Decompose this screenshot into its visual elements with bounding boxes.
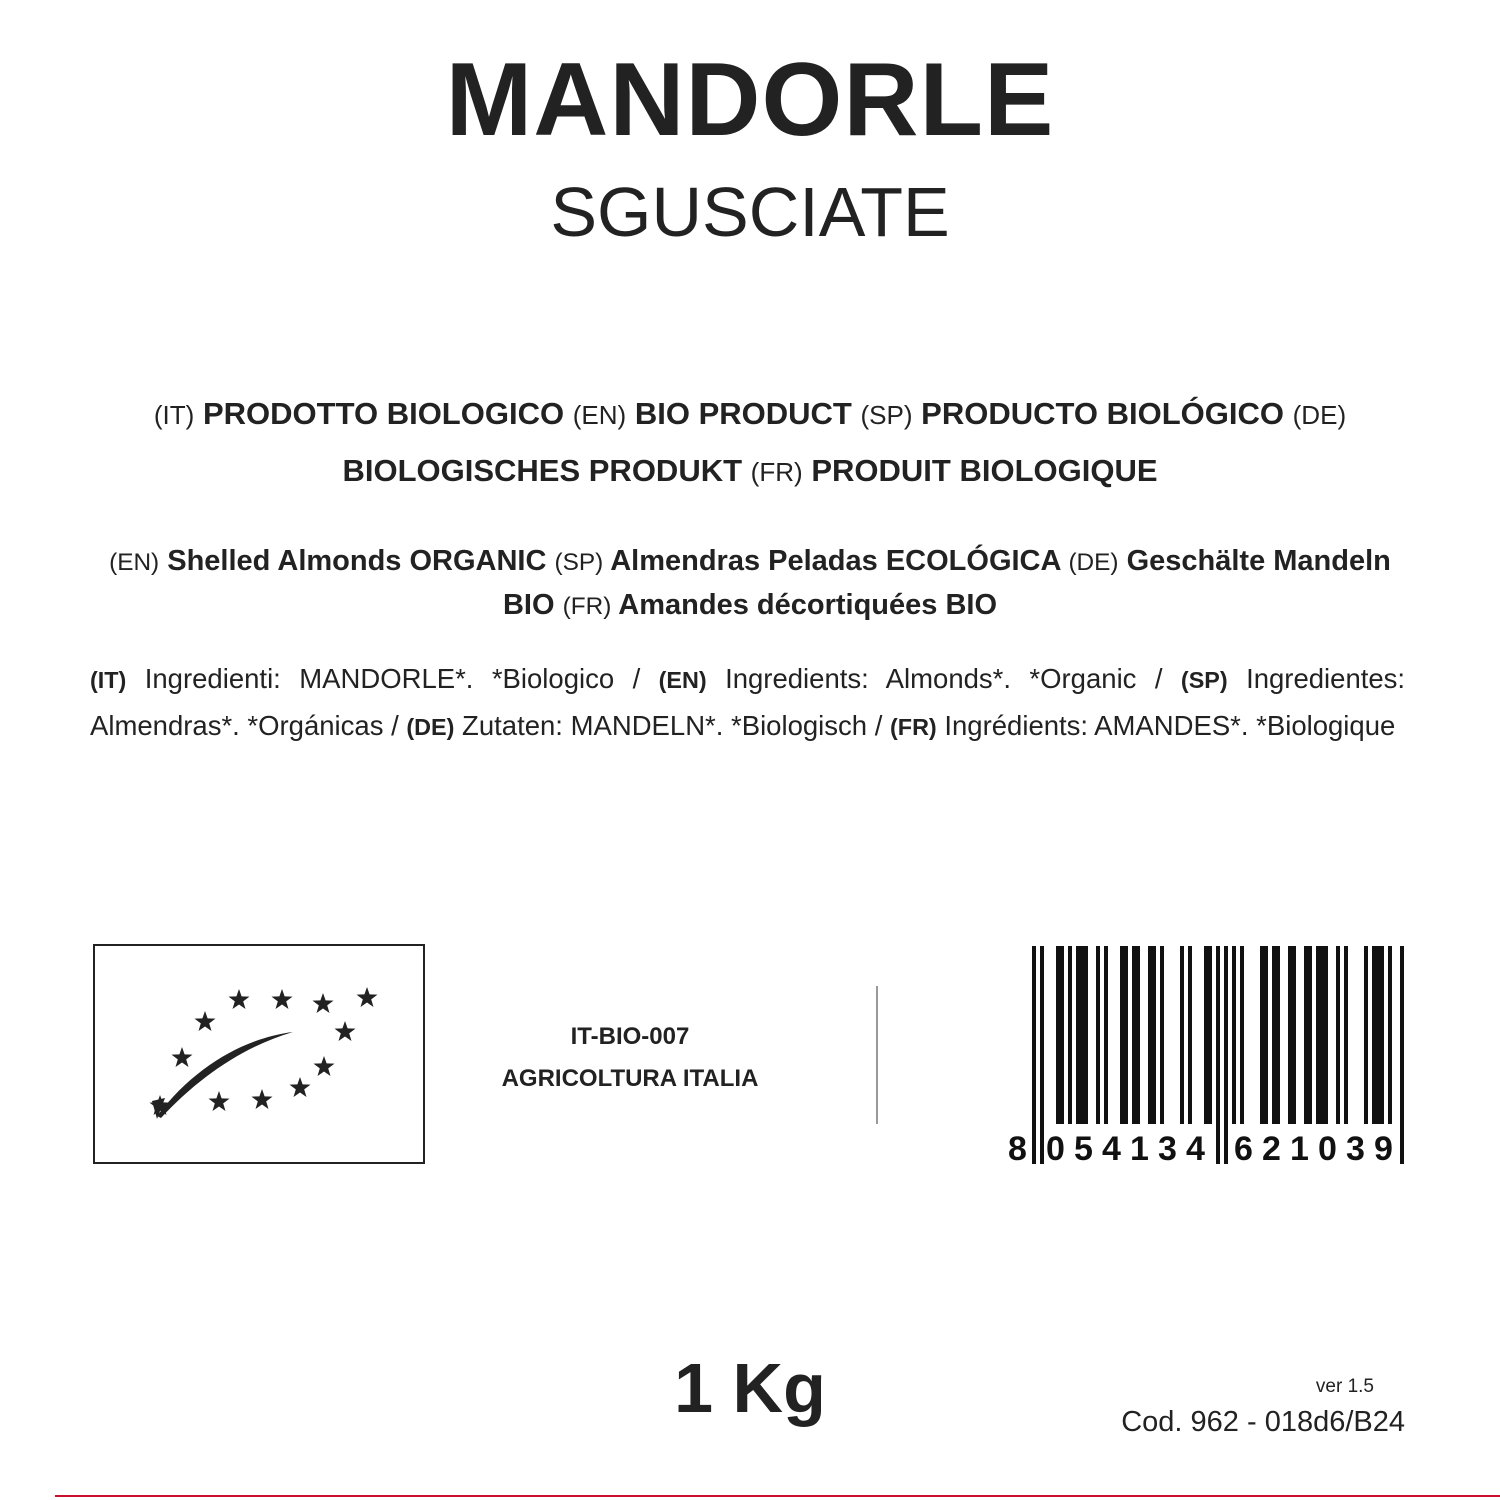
ingredients-text: Zutaten: MANDELN*. *Biologisch xyxy=(462,710,868,741)
barcode-bar xyxy=(1232,946,1236,1124)
lang-code: (FR) xyxy=(562,593,612,620)
barcode-bar xyxy=(1380,946,1384,1124)
barcode-bar xyxy=(1040,946,1044,1164)
barcode-bar xyxy=(1132,946,1136,1124)
certification-code: IT-BIO-007 xyxy=(570,1023,690,1050)
lang-code: (EN) xyxy=(658,667,707,693)
bio-text: PRODUCTO BIOLÓGICO xyxy=(921,396,1284,431)
product-name: Almendras Peladas ECOLÓGICA xyxy=(610,545,1061,577)
barcode-bar xyxy=(1372,946,1376,1124)
lang-code: (SP) xyxy=(554,549,604,576)
barcode-bar xyxy=(1032,946,1036,1164)
net-weight: 1 Kg xyxy=(674,1349,826,1427)
barcode-bar xyxy=(1240,946,1244,1124)
barcode-bar xyxy=(1216,946,1220,1164)
lang-code: (EN) xyxy=(572,400,627,430)
barcode-bar xyxy=(1148,946,1152,1124)
lang-code: (SP) xyxy=(1180,667,1228,693)
ingredients-text: Ingredients: Almonds*. *Organic xyxy=(725,663,1137,694)
barcode-bar xyxy=(1160,946,1164,1124)
bio-text: PRODUIT BIOLOGIQUE xyxy=(811,453,1158,488)
barcode-bar xyxy=(1304,946,1308,1124)
barcode xyxy=(1006,944,1406,1166)
barcode-bar xyxy=(1076,946,1080,1124)
product-title: MANDORLE xyxy=(445,42,1055,158)
barcode-bar xyxy=(1320,946,1324,1124)
product-subtitle: SGUSCIATE xyxy=(550,173,950,251)
barcode-bar xyxy=(1136,946,1140,1124)
separator: / xyxy=(1136,663,1181,694)
barcode-bar xyxy=(1096,946,1100,1124)
barcode-bar xyxy=(1364,946,1368,1124)
ingredients-text: Ingredienti: MANDORLE*. *Biologico xyxy=(144,663,615,694)
product-name: Shelled Almonds ORGANIC xyxy=(167,545,547,577)
barcode-digit: 0 xyxy=(1046,1130,1065,1166)
barcode-bar xyxy=(1316,946,1320,1124)
barcode-bar xyxy=(1152,946,1156,1124)
bio-text: PRODOTTO BIOLOGICO xyxy=(202,396,565,431)
barcode-graphic xyxy=(1006,944,1406,1166)
separator: / xyxy=(867,710,891,741)
barcode-bar xyxy=(1308,946,1312,1124)
barcode-digit: 4 xyxy=(1186,1130,1205,1166)
bio-statement xyxy=(90,386,1410,500)
barcode-bar xyxy=(1124,946,1128,1124)
lang-code: (DE) xyxy=(1292,400,1347,430)
barcode-bar xyxy=(1060,946,1064,1124)
barcode-bar xyxy=(1336,946,1340,1124)
barcode-bar xyxy=(1208,946,1212,1124)
barcode-digit: 3 xyxy=(1158,1130,1177,1166)
lang-code: (SP) xyxy=(860,400,913,430)
barcode-digit: 6 xyxy=(1234,1130,1253,1166)
bio-text: BIO PRODUCT xyxy=(634,396,852,431)
barcode-bar xyxy=(1264,946,1268,1124)
barcode-digit: 0 xyxy=(1318,1130,1337,1166)
barcode-digit: 1 xyxy=(1130,1130,1149,1166)
divider xyxy=(876,986,878,1124)
bottom-rule xyxy=(55,1495,1500,1497)
barcode-bar xyxy=(1188,946,1192,1124)
ingredients-text: Ingredientes: Almendras*. *Orgánicas xyxy=(90,663,1406,741)
barcode-bar xyxy=(1272,946,1276,1124)
barcode-bar xyxy=(1292,946,1296,1124)
barcode-bar xyxy=(1104,946,1108,1124)
barcode-bar xyxy=(1260,946,1264,1124)
barcode-digit-first: 8 xyxy=(1008,1130,1027,1166)
barcode-bar xyxy=(1388,946,1392,1124)
barcode-bar xyxy=(1324,946,1328,1124)
product-names xyxy=(90,540,1410,628)
lot-code: Cod. 962 - 018d6/B24 xyxy=(1121,1406,1405,1438)
ingredients-text: Ingrédients: AMANDES*. *Biologique xyxy=(944,710,1396,741)
barcode-bar xyxy=(1276,946,1280,1124)
barcode-bar xyxy=(1180,946,1184,1124)
barcode-bar xyxy=(1224,946,1228,1164)
barcode-bar xyxy=(1120,946,1124,1124)
ingredients-block xyxy=(90,656,1405,750)
barcode-bar xyxy=(1084,946,1088,1124)
barcode-digit: 9 xyxy=(1374,1130,1393,1166)
barcode-bar xyxy=(1056,946,1060,1124)
lang-code: (IT) xyxy=(90,667,127,693)
lang-code: (IT) xyxy=(153,400,195,430)
barcode-digit: 1 xyxy=(1290,1130,1309,1166)
lang-code: (DE) xyxy=(1068,549,1119,576)
certification-info xyxy=(450,1016,810,1100)
eu-organic-leaf-icon xyxy=(95,946,423,1162)
barcode-bar xyxy=(1288,946,1292,1124)
lang-code: (EN) xyxy=(109,549,160,576)
barcode-bar xyxy=(1204,946,1208,1124)
barcode-digit: 5 xyxy=(1074,1130,1093,1166)
certification-origin: AGRICOLTURA ITALIA xyxy=(501,1065,759,1092)
barcode-digit: 4 xyxy=(1102,1130,1121,1166)
barcode-bar xyxy=(1400,946,1404,1164)
barcode-bar xyxy=(1344,946,1348,1124)
barcode-bar xyxy=(1068,946,1072,1124)
barcode-digit: 2 xyxy=(1262,1130,1281,1166)
lang-code: (FR) xyxy=(890,714,937,740)
version-label: ver 1.5 xyxy=(1315,1376,1374,1397)
eu-organic-logo xyxy=(93,944,425,1164)
lang-code: (FR) xyxy=(750,457,803,487)
product-name: Geschälte Mandeln BIO xyxy=(502,545,1391,621)
product-name: Amandes décortiquées BIO xyxy=(618,589,998,621)
barcode-bar xyxy=(1080,946,1084,1124)
barcode-digit: 3 xyxy=(1346,1130,1365,1166)
bio-text: BIOLOGISCHES PRODUKT xyxy=(342,453,743,488)
barcode-bar xyxy=(1376,946,1380,1124)
separator: / xyxy=(383,710,407,741)
separator: / xyxy=(614,663,659,694)
lang-code: (DE) xyxy=(406,714,455,740)
